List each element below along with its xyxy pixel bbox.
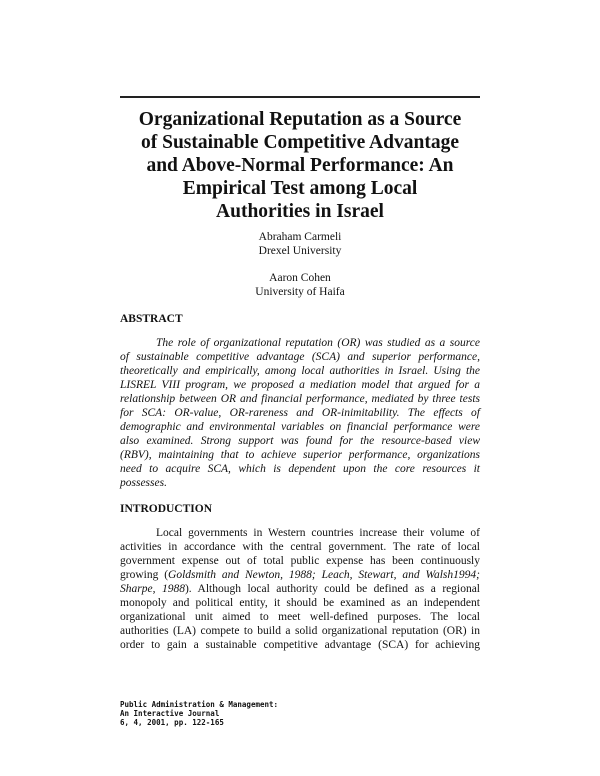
- intro-line: activities in accordance with the central government. The rate of local: [120, 541, 480, 553]
- abstract-line: also examined. Strong support was found for the resource-based view: [120, 435, 480, 447]
- title-line: Organizational Reputation as a Source: [138, 109, 462, 130]
- title-line: and Above-Normal Performance: An: [146, 155, 454, 176]
- intro-line: monopoly and political entity, it should be examined as an independent: [120, 597, 480, 609]
- intro-line: Local governments in Western countries increase their volume of: [156, 527, 480, 539]
- footer-line: Public Administration & Management:: [120, 700, 279, 709]
- intro-line: government expense out of total public expense has been continuously: [120, 555, 480, 567]
- author-name: Abraham Carmeli: [258, 231, 342, 243]
- introduction-body: [120, 526, 480, 652]
- paper-title: [110, 108, 490, 223]
- abstract-line: possesses.: [120, 477, 167, 489]
- author-affiliation: University of Haifa: [255, 286, 345, 298]
- footer-line: 6, 4, 2001, pp. 122-165: [120, 718, 224, 727]
- citation: Sharpe, 1988: [120, 583, 185, 595]
- intro-line: [120, 568, 480, 582]
- intro-line: [120, 582, 480, 596]
- abstract-line: (RBV), maintaining that to achieve superior performance, organizations: [120, 449, 480, 461]
- author-block: [150, 271, 450, 299]
- abstract-line: The role of organizational reputation (OR) was studied as a source: [156, 337, 480, 349]
- abstract-line: LISREL VIII program, we proposed a mediation model that argued for a: [120, 379, 480, 391]
- author-affiliation: Drexel University: [258, 245, 342, 257]
- journal-footer: [120, 700, 278, 727]
- intro-line: order to gain a sustainable competitive advantage (SCA) for achieving: [120, 639, 480, 651]
- abstract-line: need to acquire SCA, which is dependent upon the core resources it: [120, 463, 480, 475]
- intro-line: organizational unit aimed to meet well-defined purposes. The local: [120, 611, 480, 623]
- title-line: Authorities in Israel: [216, 201, 384, 222]
- author-name: Aaron Cohen: [269, 272, 331, 284]
- title-rule: [120, 96, 480, 98]
- abstract-line: relationship between OR and financial performance, mediated by three tests: [120, 393, 480, 405]
- abstract-line: of sustainable competitive advantage (SCA) and superior performance,: [120, 351, 480, 363]
- abstract-body: [120, 336, 480, 490]
- intro-text: ).: [184, 583, 192, 595]
- footer-line: An Interactive Journal: [120, 709, 220, 718]
- title-line: of Sustainable Competitive Advantage: [141, 132, 459, 153]
- title-line: Empirical Test among Local: [182, 178, 418, 199]
- intro-line: authorities (LA) compete to build a solid organizational reputation (OR) in: [120, 625, 480, 637]
- abstract-line: theoretically and empirically, among local authorities in Israel. Using the: [120, 365, 480, 377]
- intro-text: Although local authority could be defined as a regional: [197, 583, 480, 595]
- intro-text: growing (: [120, 569, 169, 581]
- citation: Goldsmith and Newton, 1988; Leach, Stewart, and Walsh1994;: [168, 569, 480, 581]
- abstract-line: for SCA: OR-value, OR-rareness and OR-inimitability. The effects of: [120, 407, 480, 419]
- abstract-heading: ABSTRACT: [120, 313, 183, 325]
- abstract-line: demographic and environmental variables on financial performance were: [120, 421, 480, 433]
- author-block: [150, 230, 450, 258]
- introduction-heading: INTRODUCTION: [120, 503, 213, 515]
